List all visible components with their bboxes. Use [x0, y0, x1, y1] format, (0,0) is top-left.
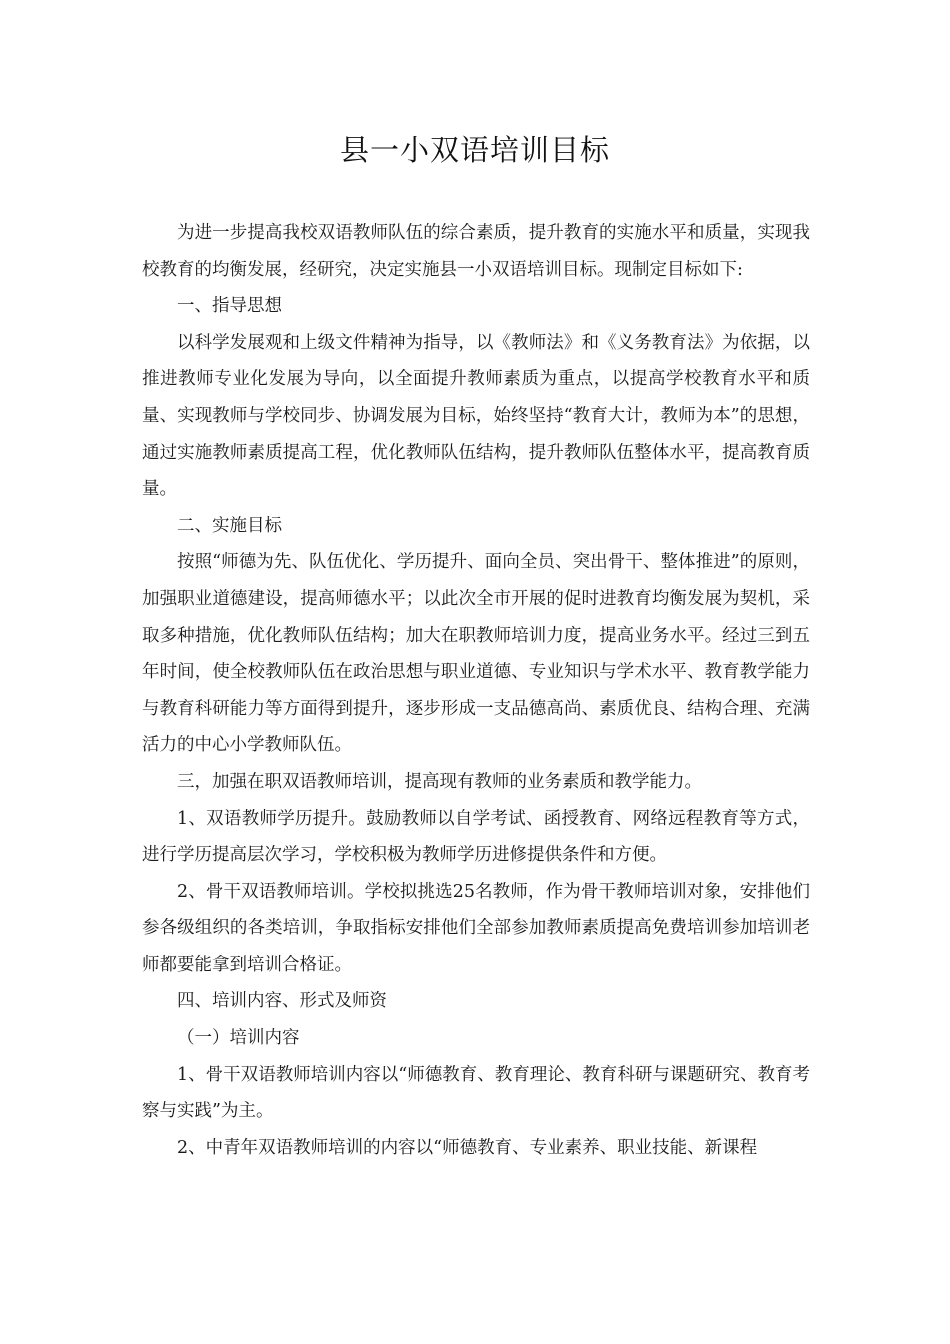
- paragraph-guiding-thought: 以科学发展观和上级文件精神为指导，以《教师法》和《义务教育法》为依据，以推进教师专业化发展为导向，以全面提升教师素质为重点，以提高学校教育水平和质量、实现教师与学校同步、协调发展为目标，始终坚持“教育大计，教师为本”的思想，通过实施教师素质提高工程，优化教师队伍结构，提升教师队伍整体水平，提高教育质量。: [142, 332, 810, 500]
- document-body: [142, 215, 810, 1166]
- document-title: 县一小双语培训目标: [339, 133, 610, 167]
- section-heading-implementation-goals: 二、实施目标: [177, 515, 282, 536]
- section-heading-training-content: 四、培训内容、形式及师资: [177, 991, 387, 1012]
- paragraph-intro: 为进一步提高我校双语教师队伍的综合素质，提升教育的实施水平和质量，实现我校教育的均衡发展，经研究，决定实施县一小双语培训目标。现制定目标如下:: [142, 223, 810, 280]
- section-heading-guiding-thought: 一、指导思想: [177, 296, 282, 317]
- subsection-heading-content: （一）培训内容: [177, 1028, 300, 1049]
- paragraph-young-teacher-content: 2、中青年双语教师培训的内容以“师德教育、专业素养、职业技能、新课程: [177, 1137, 758, 1158]
- section-heading-in-service-training: 三，加强在职双语教师培训，提高现有教师的业务素质和教学能力。: [177, 771, 702, 792]
- paragraph-degree-upgrade: 1、双语教师学历提升。鼓励教师以自学考试、函授教育、网络远程教育等方式，进行学历提高层次学习，学校积极为教师学历进修提供条件和方便。: [142, 808, 810, 866]
- paragraph-implementation-goals: 按照“师德为先、队伍优化、学历提升、面向全员、突出骨干、整体推进”的原则，加强职业道德建设，提高师德水平；以此次全市开展的促时进教育均衡发展为契机，采取多种措施，优化教师队伍结构；加大在职教师培训力度，提高业务水平。经过三到五年时间，使全校教师队伍在政治思想与职业道德、专业知识与学术水平、教育教学能力与教育科研能力等方面得到提升，逐步形成一支品德高尚、素质优良、结构合理、充满活力的中心小学教师队伍。: [142, 552, 810, 756]
- paragraph-backbone-content: 1、骨干双语教师培训内容以“师德教育、教育理论、教育科研与课题研究、教育考察与实践”为主。: [142, 1064, 810, 1122]
- paragraph-backbone-training: 2、骨干双语教师培训。学校拟挑选25名教师，作为骨干教师培训对象，安排他们参各级组织的各类培训，争取指标安排他们全部参加教师素质提高免费培训参加培训老师都要能拿到培训合格证。: [142, 881, 810, 975]
